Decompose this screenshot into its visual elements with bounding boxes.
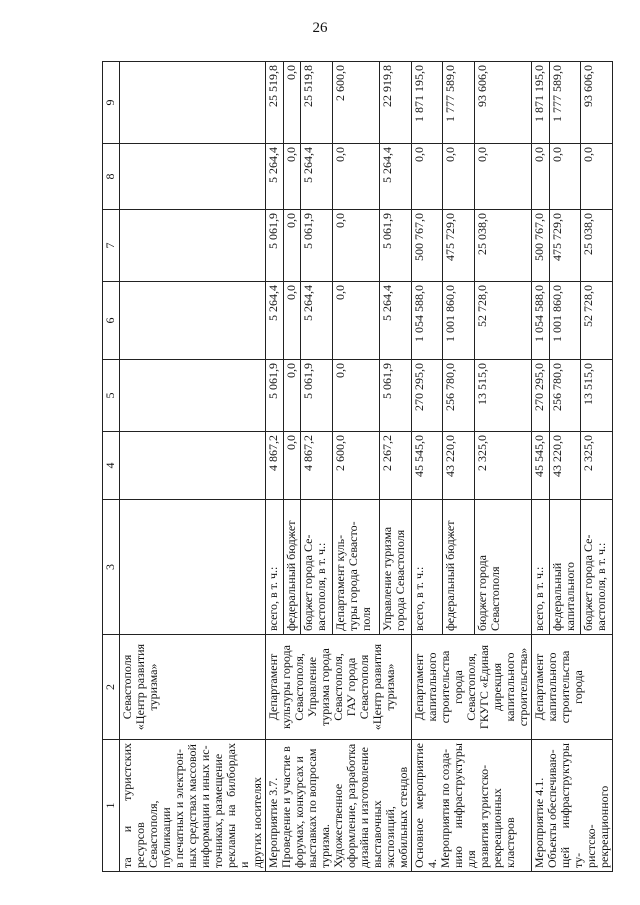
amount-cell: 2 600,0 [333, 432, 379, 500]
cell-line: бюджет города Се- [301, 534, 316, 631]
col-header: 6 [103, 282, 120, 360]
amount-cell: 0,0 [474, 144, 531, 210]
cell-line: Мероприятие 4.1. [532, 777, 546, 868]
amount-cell: 5 061,9 [301, 210, 333, 282]
cell-line: Севастополя, публикации [146, 800, 173, 868]
amount-cell: 475 729,0 [443, 210, 474, 282]
table-body [120, 62, 613, 872]
cell-line: мобильных стендов [396, 766, 410, 868]
cell-line: Мероприятия по созда- [438, 748, 452, 868]
amount-cell: 93 606,0 [581, 62, 613, 144]
funding-source-cell [412, 500, 443, 635]
amount-cell: 25 519,8 [301, 62, 333, 144]
funding-source-cell [443, 500, 474, 635]
amount-cell: 2 600,0 [333, 62, 379, 144]
funding-source-cell [532, 500, 550, 635]
cell-line: туризма города [318, 648, 332, 726]
cell-line: города Севастополя [392, 529, 407, 631]
cell-line: нию инфраструктуры для [451, 743, 478, 868]
amount-cell: 1 777 589,0 [443, 62, 474, 144]
event-name-cell [532, 740, 613, 872]
amount-cell: 0,0 [283, 282, 301, 360]
cell-line: в печатных и электрон- [172, 748, 186, 868]
funding-source-cell [581, 500, 613, 635]
cell-line: строительства [558, 650, 572, 724]
executor-cell [120, 635, 266, 740]
cell-line: рекламы на билбордах и [224, 743, 251, 868]
cell-line: туризма. Художественное [318, 783, 345, 868]
cell-line: ных средствах массовой [185, 744, 199, 868]
col-header: 9 [103, 62, 120, 144]
event-name-cell [412, 740, 532, 872]
amount-cell: 1 777 589,0 [549, 62, 581, 144]
amount-cell: 500 767,0 [532, 210, 550, 282]
amount-cell: 1 001 860,0 [443, 282, 474, 360]
cell-line: Управление [305, 656, 319, 718]
amount-cell: 475 729,0 [549, 210, 581, 282]
table-row [412, 62, 443, 872]
amount-cell: 1 871 195,0 [532, 62, 550, 144]
amount-cell: 2 325,0 [581, 432, 613, 500]
cell-line: щей инфраструктуры ту- [558, 743, 585, 868]
amount-cell: 25 038,0 [581, 210, 613, 282]
amount-cell: 5 061,9 [379, 210, 411, 282]
amount-cell: 5 061,9 [301, 360, 333, 432]
funding-source-cell [549, 500, 581, 635]
cell-line: Мероприятие 3.7. [266, 777, 280, 868]
cell-line: бюджет города [474, 555, 489, 631]
cell-line: поля [359, 607, 374, 631]
amount-cell: 0,0 [333, 144, 379, 210]
empty-cell [120, 432, 266, 500]
amount-cell: 0,0 [283, 360, 301, 432]
amount-cell: 0,0 [283, 144, 301, 210]
funding-source-cell [474, 500, 531, 635]
amount-cell: 5 264,4 [301, 144, 333, 210]
col-header: 4 [103, 432, 120, 500]
cell-line: других носителях [250, 777, 264, 868]
empty-cell [120, 360, 266, 432]
amount-cell: 5 061,9 [379, 360, 411, 432]
cell-line: всего, в т. ч.: [266, 566, 280, 631]
amount-cell: 0,0 [333, 360, 379, 432]
rotated-table-container [102, 62, 611, 872]
amount-cell: 1 001 860,0 [549, 282, 581, 360]
cell-line: строительства [438, 650, 452, 724]
amount-cell: 0,0 [549, 144, 581, 210]
cell-line: Проведение и участие в [279, 746, 293, 868]
amount-cell: 25 519,8 [266, 62, 284, 144]
cell-line: выставках по вопросам [305, 748, 319, 868]
event-name-cell [120, 740, 266, 872]
cell-line: Управление туризма [379, 526, 394, 631]
amount-cell: 4 867,2 [266, 432, 284, 500]
amount-cell: 22 919,8 [379, 62, 411, 144]
table-row [120, 62, 266, 872]
cell-line: «Центр развития [370, 643, 384, 731]
event-name-cell [266, 740, 412, 872]
cell-line: туризма» [383, 663, 397, 711]
cell-line: Севастополя, [464, 653, 478, 721]
cell-line: всего, в т. ч.: [532, 566, 546, 631]
cell-line: капитального [545, 652, 559, 722]
amount-cell: 52 728,0 [581, 282, 613, 360]
amount-cell: 5 061,9 [266, 360, 284, 432]
empty-cell [120, 282, 266, 360]
empty-cell [120, 62, 266, 144]
cell-line: города [451, 670, 465, 704]
cell-line: туры города Севасто- [346, 521, 361, 631]
amount-cell: 5 264,4 [266, 144, 284, 210]
cell-line: дизайна и изготовление [357, 747, 371, 868]
amount-cell: 270 295,0 [532, 360, 550, 432]
cell-line: Севастополя, [331, 653, 345, 721]
col-header: 8 [103, 144, 120, 210]
amount-cell: 0,0 [532, 144, 550, 210]
cell-line: ристско-рекреационного [584, 785, 611, 868]
amount-cell: 93 606,0 [474, 62, 531, 144]
funding-source-cell [301, 500, 333, 635]
amount-cell: 5 264,4 [266, 282, 284, 360]
cell-line: бюджет города Се- [581, 534, 596, 631]
budget-table [102, 61, 613, 872]
executor-cell [532, 635, 613, 740]
cell-line: та и туристских ресурсов [120, 743, 147, 868]
col-header: 2 [103, 635, 120, 740]
amount-cell: 13 515,0 [581, 360, 613, 432]
amount-cell: 1 054 588,0 [412, 282, 443, 360]
col-header: 7 [103, 210, 120, 282]
funding-source-cell [379, 500, 411, 635]
cell-line: Севастополя [487, 566, 502, 631]
cell-line: развития туристско- [477, 764, 491, 868]
cell-line: капитального [562, 562, 577, 631]
empty-cell [120, 144, 266, 210]
amount-cell: 0,0 [283, 210, 301, 282]
amount-cell: 1 054 588,0 [532, 282, 550, 360]
amount-cell: 256 780,0 [443, 360, 474, 432]
cell-line: дирекция [490, 662, 504, 712]
funding-source-cell [283, 500, 301, 635]
executor-cell [266, 635, 412, 740]
amount-cell: 13 515,0 [474, 360, 531, 432]
cell-line: вастополя, в т. ч.: [314, 542, 329, 631]
cell-line: рекреационных кластеров [490, 788, 517, 868]
amount-cell: 45 545,0 [532, 432, 550, 500]
cell-line: Севастополя, [292, 653, 306, 721]
cell-line: оформление, разработка [344, 743, 358, 868]
cell-line: информации и иных ис- [198, 745, 212, 868]
cell-line: вастополя, в т. ч.: [594, 542, 609, 631]
cell-line: выставочных экспозиций, [370, 800, 397, 868]
cell-line: ГКУГС «Единая [477, 644, 491, 730]
amount-cell: 0,0 [412, 144, 443, 210]
amount-cell: 5 264,4 [379, 144, 411, 210]
cell-line: города [571, 670, 585, 704]
funding-source-cell [333, 500, 379, 635]
cell-line: «Центр развития [133, 643, 147, 731]
amount-cell: 270 295,0 [412, 360, 443, 432]
header-row [103, 62, 120, 872]
amount-cell: 2 325,0 [474, 432, 531, 500]
amount-cell: 43 220,0 [549, 432, 581, 500]
executor-cell [412, 635, 532, 740]
amount-cell: 52 728,0 [474, 282, 531, 360]
table-row [266, 62, 284, 872]
empty-cell [120, 210, 266, 282]
amount-cell: 0,0 [333, 282, 379, 360]
cell-line: Севастополя [120, 654, 134, 720]
amount-cell: 43 220,0 [443, 432, 474, 500]
cell-line: ГАУ города [344, 657, 358, 717]
cell-line: Департамент [266, 653, 280, 721]
amount-cell: 25 038,0 [474, 210, 531, 282]
amount-cell: 0,0 [333, 210, 379, 282]
cell-line: Департамент [532, 653, 546, 721]
cell-line: федеральный бюджет [443, 520, 458, 631]
cell-line: точниках, размещение [211, 753, 225, 868]
cell-line: туризма» [146, 663, 160, 711]
funding-source-cell [266, 500, 284, 635]
amount-cell: 256 780,0 [549, 360, 581, 432]
amount-cell: 5 264,4 [379, 282, 411, 360]
empty-cell [120, 500, 266, 635]
amount-cell: 5 264,4 [301, 282, 333, 360]
cell-line: Основное мероприятие 4. [412, 743, 439, 868]
cell-line: федеральный бюджет [283, 520, 298, 631]
cell-line: Севастополя [357, 654, 371, 720]
amount-cell: 0,0 [443, 144, 474, 210]
col-header: 3 [103, 500, 120, 635]
amount-cell: 500 767,0 [412, 210, 443, 282]
amount-cell: 1 871 195,0 [412, 62, 443, 144]
col-header: 1 [103, 740, 120, 872]
cell-line: культуры города [279, 645, 293, 729]
cell-line: форумах, конкурсах и [292, 756, 306, 868]
amount-cell: 2 267,2 [379, 432, 411, 500]
amount-cell: 4 867,2 [301, 432, 333, 500]
cell-line: Департамент куль- [333, 534, 348, 631]
cell-line: федеральный [549, 562, 564, 631]
page-number: 26 [312, 20, 328, 36]
cell-line: Департамент [412, 653, 426, 721]
cell-line: всего, в т. ч.: [412, 566, 426, 631]
cell-line: строительства» [516, 647, 530, 727]
amount-cell: 0,0 [283, 62, 301, 144]
amount-cell: 0,0 [581, 144, 613, 210]
amount-cell: 45 545,0 [412, 432, 443, 500]
cell-line: капитального [503, 652, 517, 722]
amount-cell: 0,0 [283, 432, 301, 500]
cell-line: капитального [425, 652, 439, 722]
col-header: 5 [103, 360, 120, 432]
amount-cell: 5 061,9 [266, 210, 284, 282]
table-row [532, 62, 550, 872]
cell-line: Объекты обеспечиваю- [545, 749, 559, 868]
